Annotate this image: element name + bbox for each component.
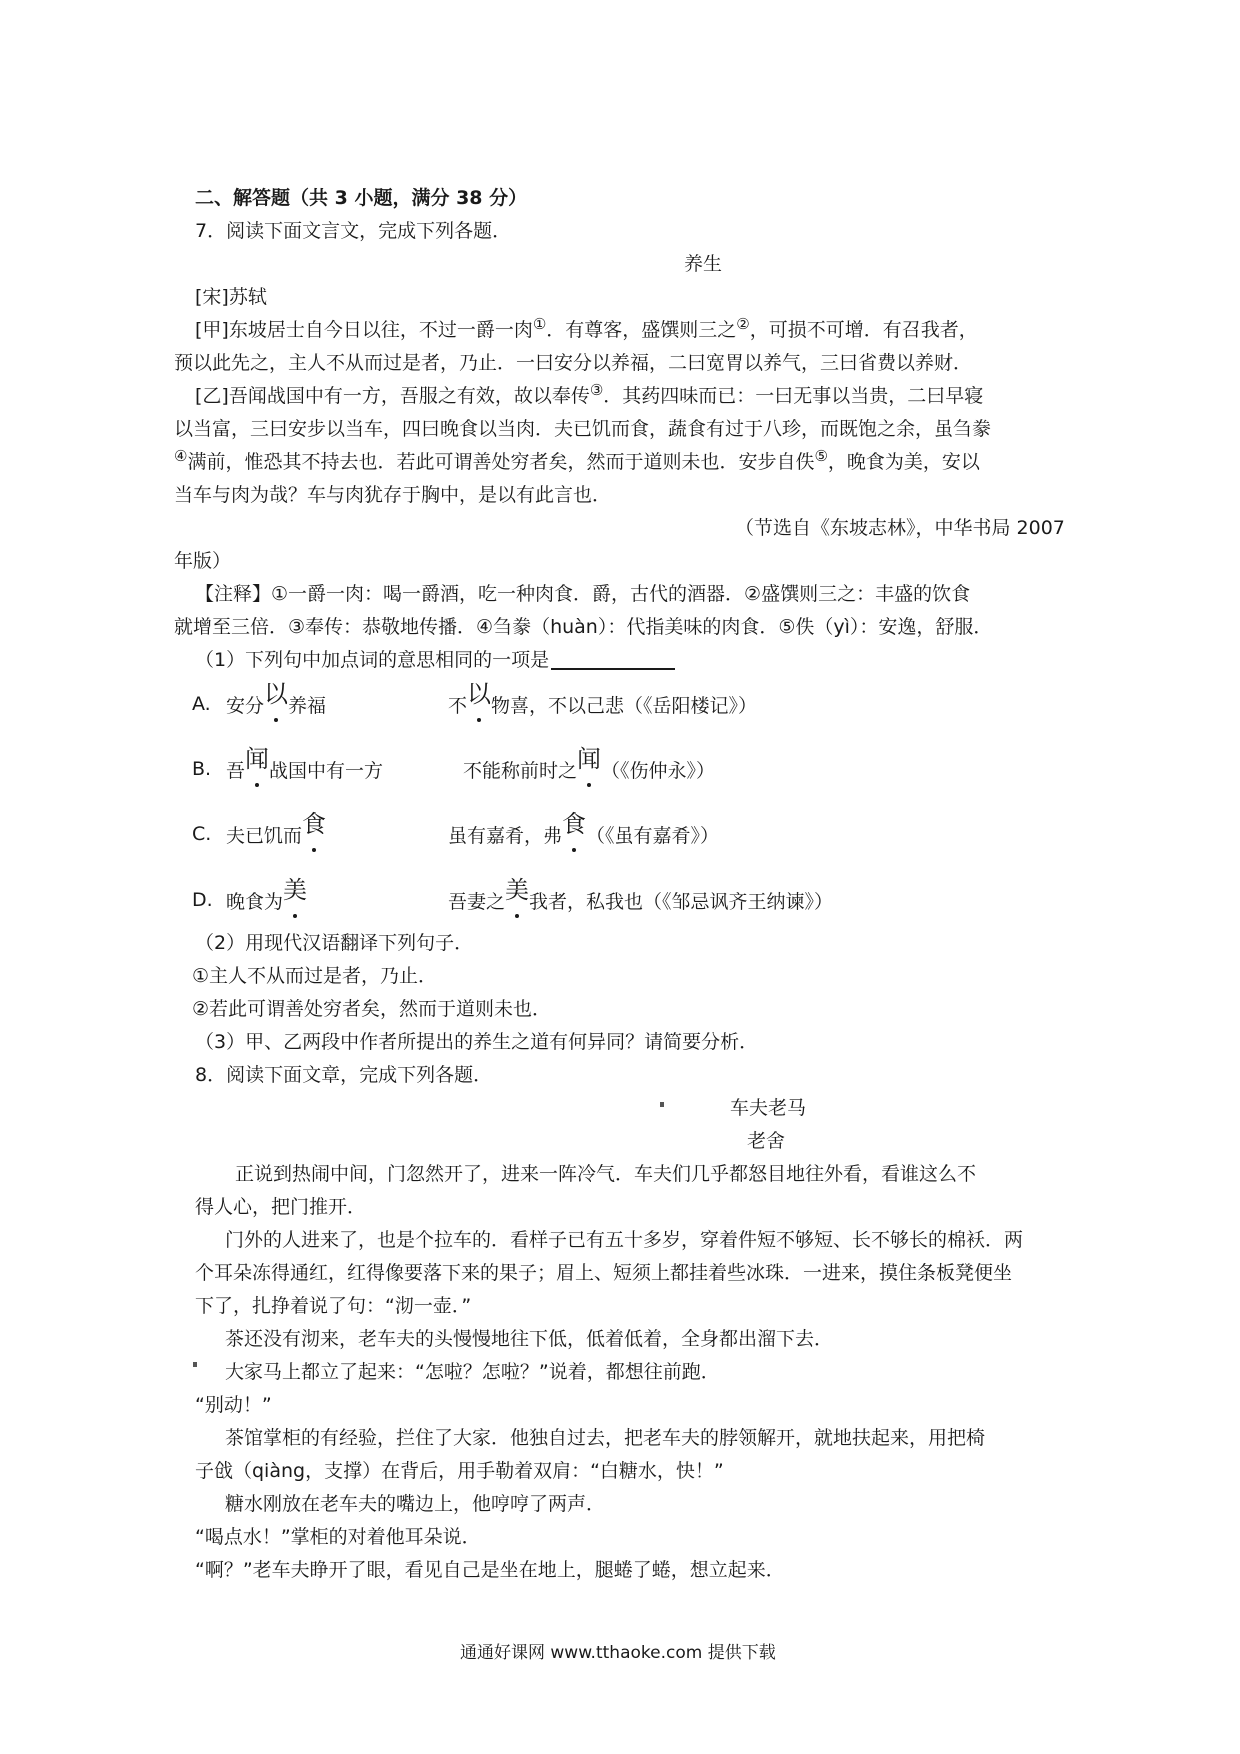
option-a-sentence-2: 不 — [448, 695, 468, 717]
q7-yi-text-3b: ，晚食为美，安以 — [827, 451, 980, 473]
option-a-sentence-1-end: 养福 — [288, 695, 327, 717]
q7-sub1-text: （1）下列句中加点词的意思相同的一项是 — [195, 649, 550, 671]
option-b-sentence-2-end: （《伤仲永》） — [601, 760, 716, 782]
dotted-word: 以 — [264, 680, 289, 708]
dotted-word: 食 — [302, 810, 327, 838]
q7-jia-line-2: 预以此先之，主人不从而过是者，乃止．一曰安分以养福，二曰宽胃以养气，三曰省费以养财． — [174, 352, 973, 374]
option-label: C. — [192, 823, 212, 845]
option-c-sentence-1: 夫已饥而 — [226, 825, 303, 847]
q7-title: 养生 — [684, 253, 723, 275]
option-d-sentence-2: 吾妻之 — [448, 891, 506, 913]
q8-paragraph-7: 糖水刚放在老车夫的嘴边上，他哼哼了两声． — [225, 1493, 606, 1515]
note-ref-5: ⑤ — [814, 447, 828, 465]
q8-paragraph-4: 大家马上都立了起来：“怎啦？怎啦？”说着，都想往前跑． — [225, 1361, 720, 1383]
dotted-word: 美 — [505, 876, 530, 904]
q7-sub1 — [195, 647, 675, 673]
option-b-sentence-2: 不能称前时之 — [463, 760, 578, 782]
q8-paragraph-1-line-1: 正说到热闹中间，门忽然开了，进来一阵冷气．车夫们几乎都怒目地往外看，看谁这么不 — [235, 1163, 977, 1185]
option-d-sentence-1: 晚食为 — [226, 891, 284, 913]
q8-paragraph-1-line-2: 得人心，把门推开． — [195, 1196, 367, 1218]
dotted-word: 以 — [467, 680, 492, 708]
option-label: A. — [192, 693, 211, 715]
q7-yi-line-1 — [195, 383, 983, 410]
q7-yi-text-1b: ．其药四味而已：一曰无事以当贵，二曰早寝 — [603, 385, 984, 407]
q7-yi-line-2: 以当富，三曰安步以当车，四曰晚食以当肉．夫已饥而食，蔬食有过于八珍，而既饱之余，虽刍豢 — [174, 418, 992, 440]
q7-sub2-item-1: ①主人不从而过是者，乃止． — [192, 965, 438, 987]
q8-paragraph-3: 茶还没有沏来，老车夫的头慢慢地往下低，低着低着，全身都出溜下去． — [225, 1328, 834, 1350]
q8-paragraph-5: “别动！” — [195, 1394, 272, 1416]
section-heading: 二、解答题（共 3 小题，满分 38 分） — [195, 187, 528, 209]
q7-jia-line-1 — [195, 317, 978, 344]
option-d-sentence-2-end: 我者，私我也（《邹忌讽齐王纳谏》） — [529, 891, 834, 913]
q8-paragraph-6-line-2: 子戗（qiàng，支撑）在背后，用手勒着双肩：“白糖水，快！” — [195, 1460, 724, 1482]
note-ref-4: ④ — [174, 447, 188, 465]
q7-yi-line-3 — [174, 449, 980, 476]
q7-yi-text-1a: [乙]吾闻战国中有一方，吾服之有效，故以奉传 — [195, 385, 590, 407]
q7-source-1: （节选自《东坡志林》，中华书局 2007 — [735, 517, 1065, 539]
scan-speck — [193, 1362, 197, 1367]
option-c — [192, 810, 720, 847]
q8-author: 老舍 — [747, 1130, 786, 1152]
q7-prompt: 7．阅读下面文言文，完成下列各题． — [195, 220, 512, 242]
q7-jia-text-1c: ，可损不可增．有召我者， — [749, 319, 978, 341]
option-a — [192, 680, 758, 717]
q8-paragraph-8: “喝点水！”掌柜的对着他耳朵说． — [195, 1526, 481, 1548]
q7-jia-text-1b: ．有尊客，盛馔则三之 — [546, 319, 737, 341]
q8-title: 车夫老马 — [730, 1097, 807, 1119]
option-b-sentence-1: 吾 — [226, 760, 246, 782]
note-ref-1: ① — [532, 315, 547, 333]
note-ref-2: ② — [736, 315, 750, 333]
q7-sub3: （3）甲、乙两段中作者所提出的养生之道有何异同？请简要分析． — [195, 1031, 759, 1053]
q7-sub2-item-2: ②若此可谓善处穷者矣，然而于道则未也． — [192, 998, 552, 1020]
option-c-sentence-2: 虽有嘉肴，弗 — [448, 825, 563, 847]
option-b-sentence-1-end: 战国中有一方 — [269, 760, 384, 782]
dotted-word: 食 — [562, 810, 587, 838]
q8-prompt: 8．阅读下面文章，完成下列各题． — [195, 1064, 493, 1086]
q8-paragraph-2-line-2: 个耳朵冻得通红，红得像要落下来的果子；眉上、短须上都挂着些冰珠．一进来，摸住条板凳便坐 — [195, 1262, 1013, 1284]
q7-yi-text-3a: 满前，惟恐其不持去也．若此可谓善处穷者矣，然而于道则未也．安步自佚 — [187, 451, 815, 473]
q7-source-2: 年版） — [174, 550, 232, 572]
option-a-sentence-1: 安分 — [226, 695, 265, 717]
q7-notes-1: 【注释】①一爵一肉：喝一爵酒，吃一种肉食．爵，古代的酒器．②盛馔则三之：丰盛的饮食 — [195, 583, 971, 605]
q7-author: [宋]苏轼 — [195, 286, 267, 308]
option-label: B. — [192, 758, 212, 780]
dotted-word: 闻 — [245, 745, 270, 773]
option-label: D. — [192, 889, 213, 911]
q7-jia-text-1a: [甲]东坡居士自今日以往，不过一爵一肉 — [195, 319, 533, 341]
q8-paragraph-9: “啊？”老车夫睁开了眼，看见自己是坐在地上，腿蜷了蜷，想立起来． — [195, 1559, 785, 1581]
option-c-sentence-2-end: （《虽有嘉肴》） — [586, 825, 720, 847]
note-ref-3: ③ — [589, 381, 604, 399]
dotted-word: 闻 — [577, 745, 602, 773]
q7-notes-2: 就增至三倍．③奉传：恭敬地传播．④刍豢（huàn）：代指美味的肉食．⑤佚（yì）：安逸，舒服． — [174, 616, 993, 638]
q8-paragraph-2-line-1: 门外的人进来了，也是个拉车的．看样子已有五十多岁，穿着件短不够短、长不够长的棉袄．两 — [225, 1229, 1024, 1251]
option-d — [192, 876, 834, 913]
q8-paragraph-6-line-1: 茶馆掌柜的有经验，拦住了大家．他独自过去，把老车夫的脖领解开，就地扶起来，用把椅 — [225, 1427, 986, 1449]
dotted-word: 美 — [283, 876, 308, 904]
option-a-sentence-2-end: 物喜，不以己悲（《岳阳楼记》） — [491, 695, 758, 717]
answer-blank[interactable] — [551, 648, 675, 670]
scan-speck — [660, 1102, 664, 1107]
q7-sub2: （2）用现代汉语翻译下列句子． — [195, 932, 474, 954]
q8-paragraph-2-line-3: 下了，扎挣着说了句：“沏一壶．” — [195, 1295, 472, 1317]
footer-text: 通通好课网 www.tthaoke.com 提供下载 — [460, 1643, 776, 1663]
option-b — [192, 745, 716, 782]
q7-yi-line-4: 当车与肉为哉？车与肉犹存于胸中，是以有此言也． — [174, 484, 612, 506]
